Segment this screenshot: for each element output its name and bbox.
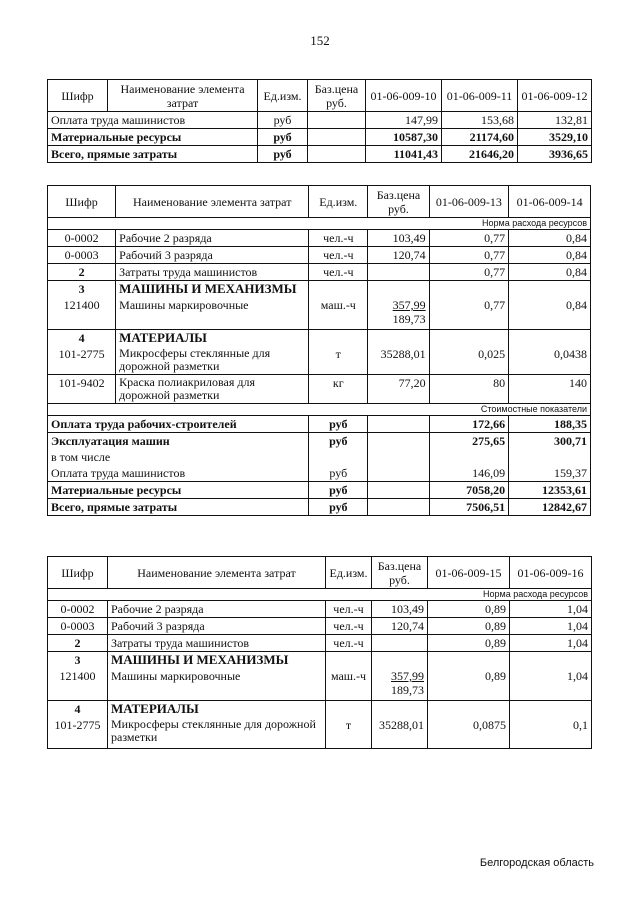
col-header: 01-06-009-12 [518,80,592,112]
summary-value: 275,65 [429,432,509,449]
summary-name: Оплата труда рабочих-строителей [48,415,309,432]
row-name: Краска полиакриловая для дорожной разметки [116,374,309,403]
row-code: 121400 [48,668,108,700]
page-number: 152 [310,33,330,48]
summary-value: 12842,67 [509,498,591,515]
cost-table-1 [47,79,592,163]
row-name: Рабочий 3 разряда [116,247,309,264]
row-value: 0,84 [509,264,591,281]
row-name: Рабочие 2 разряда [116,230,309,247]
table-row [48,146,592,163]
row-value: 0,0438 [509,346,591,375]
row-code: 2 [48,635,108,652]
row-name: Материальные ресурсы [48,129,258,146]
row-value: 0,84 [509,230,591,247]
table-row [48,346,591,375]
row-name: Затраты труда машинистов [116,264,309,281]
row-name: Машины маркировочные [108,668,326,700]
summary-unit: руб [309,415,368,432]
summary-value: 7506,51 [429,498,509,515]
summary-name: Оплата труда машинистов [48,465,309,482]
row-value: 0,77 [429,230,509,247]
row-value: 0,84 [509,247,591,264]
table-row [48,374,591,403]
group-code: 4 [48,700,108,717]
table-row [48,601,592,618]
row-unit: маш.-ч [309,297,368,329]
summary-value: 172,66 [429,415,509,432]
row-value: 0,025 [429,346,509,375]
col-header: Наименование элемента затрат [108,80,258,112]
summary-name: Эксплуатация машин [48,432,309,449]
cost-table-3 [47,556,592,749]
row-unit: чел.-ч [309,264,368,281]
row-code: 0-0002 [48,601,108,618]
col-header: 01-06-009-10 [366,80,442,112]
row-name: Оплата труда машинистов [48,112,258,129]
row-price: 103,49 [368,230,429,247]
summary-row [48,415,591,432]
summary-value: 300,71 [509,432,591,449]
col-header: 01-06-009-14 [509,186,591,218]
row-code: 0-0003 [48,618,108,635]
row-value: 0,89 [428,601,510,618]
row-value: 1,04 [510,635,592,652]
group-name: МАТЕРИАЛЫ [116,329,309,346]
summary-name: в том числе [48,449,309,465]
row-code: 101-2775 [48,717,108,749]
row-value: 0,0875 [428,717,510,749]
footer-region: Белгородская область [479,857,594,869]
table-row [48,129,592,146]
row-unit: руб [258,112,308,129]
row-price-2: 189,73 [392,312,426,326]
row-value: 1,04 [510,618,592,635]
summary-value: 188,35 [509,415,591,432]
row-price: 120,74 [372,618,428,635]
table-row [48,635,592,652]
table-header-row [48,186,591,218]
summary-row [48,432,591,449]
col-header: 01-06-009-16 [510,557,592,589]
row-price: 77,20 [368,374,429,403]
table-header-row [48,80,592,112]
group-code: 3 [48,281,116,298]
row-value: 0,89 [428,635,510,652]
row-unit: кг [309,374,368,403]
row-code: 101-9402 [48,374,116,403]
row-value: 11041,43 [366,146,442,163]
row-value: 0,84 [509,297,591,329]
row-value: 0,77 [429,247,509,264]
row-unit: руб [258,146,308,163]
row-name: Рабочий 3 разряда [108,618,326,635]
norm-label: Норма расхода ресурсов [48,589,592,601]
summary-row [48,481,591,498]
col-header: 01-06-009-15 [428,557,510,589]
row-unit: маш.-ч [326,668,372,700]
summary-row [48,449,591,465]
row-value: 153,68 [442,112,518,129]
table-row [48,717,592,749]
col-header: Шифр [48,557,108,589]
row-value: 147,99 [366,112,442,129]
row-value: 0,1 [510,717,592,749]
table-row [48,618,592,635]
section-label-row [48,589,592,601]
summary-value: 146,09 [429,465,509,482]
group-row [48,329,591,346]
row-unit: чел.-ч [326,635,372,652]
group-row [48,652,592,669]
row-value: 3936,65 [518,146,592,163]
col-header: 01-06-009-13 [429,186,509,218]
row-value: 21174,60 [442,129,518,146]
group-code: 4 [48,329,116,346]
group-name: МАШИНЫ И МЕХАНИЗМЫ [116,281,309,298]
group-row [48,281,591,298]
row-code: 2 [48,264,116,281]
row-price: 35288,01 [372,717,428,749]
col-header: Баз.цена руб. [372,557,428,589]
summary-value: 159,37 [509,465,591,482]
section-label-row [48,218,591,230]
table-row [48,668,592,700]
col-header: Наименование элемента затрат [116,186,309,218]
group-code: 3 [48,652,108,669]
row-code: 0-0002 [48,230,116,247]
col-header: 01-06-009-11 [442,80,518,112]
table-row [48,112,592,129]
col-header: Ед.изм. [326,557,372,589]
summary-unit: руб [309,481,368,498]
row-name: Затраты труда машинистов [108,635,326,652]
row-value: 1,04 [510,668,592,700]
row-name: Машины маркировочные [116,297,309,329]
row-value: 0,77 [429,297,509,329]
row-code: 121400 [48,297,116,329]
table-row [48,247,591,264]
row-unit: руб [258,129,308,146]
table-row [48,297,591,329]
row-price: 103,49 [372,601,428,618]
norm-label: Норма расхода ресурсов [48,218,591,230]
row-name: Рабочие 2 разряда [108,601,326,618]
cost-table-2 [47,185,591,516]
row-name: Всего, прямые затраты [48,146,258,163]
row-name: Микросферы стеклянные для дорожной разметки [108,717,326,749]
col-header: Шифр [48,186,116,218]
group-row [48,700,592,717]
row-price: 357,99 [391,669,424,683]
row-unit: чел.-ч [309,247,368,264]
table-row [48,230,591,247]
summary-name: Всего, прямые затраты [48,498,309,515]
row-code: 101-2775 [48,346,116,375]
row-price: 120,74 [368,247,429,264]
summary-unit: руб [309,432,368,449]
row-value: 1,04 [510,601,592,618]
row-price: 357,99 [392,298,426,312]
row-value: 0,89 [428,618,510,635]
col-header: Ед.изм. [309,186,368,218]
cost-label: Стоимостные показатели [48,403,591,415]
section-label-row [48,403,591,415]
col-header: Наименование элемента затрат [108,557,326,589]
summary-row [48,498,591,515]
row-value: 3529,10 [518,129,592,146]
row-price: 35288,01 [368,346,429,375]
row-code: 0-0003 [48,247,116,264]
col-header: Баз.цена руб. [368,186,429,218]
row-value: 21646,20 [442,146,518,163]
row-unit: чел.-ч [309,230,368,247]
summary-unit: руб [309,465,368,482]
row-unit: чел.-ч [326,618,372,635]
row-value: 10587,30 [366,129,442,146]
summary-value: 12353,61 [509,481,591,498]
row-value: 0,77 [429,264,509,281]
col-header: Шифр [48,80,108,112]
row-unit: чел.-ч [326,601,372,618]
group-name: МАТЕРИАЛЫ [108,700,326,717]
row-name: Микросферы стеклянные для дорожной разметки [116,346,309,375]
row-value: 0,89 [428,668,510,700]
row-value: 80 [429,374,509,403]
row-unit: т [326,717,372,749]
summary-name: Материальные ресурсы [48,481,309,498]
summary-unit: руб [309,498,368,515]
summary-row [48,465,591,482]
group-name: МАШИНЫ И МЕХАНИЗМЫ [108,652,326,669]
row-value: 140 [509,374,591,403]
table-header-row [48,557,592,589]
row-unit: т [309,346,368,375]
table-row [48,264,591,281]
summary-value: 7058,20 [429,481,509,498]
row-price-2: 189,73 [391,683,424,697]
col-header: Ед.изм. [258,80,308,112]
row-value: 132,81 [518,112,592,129]
col-header: Баз.цена руб. [308,80,366,112]
